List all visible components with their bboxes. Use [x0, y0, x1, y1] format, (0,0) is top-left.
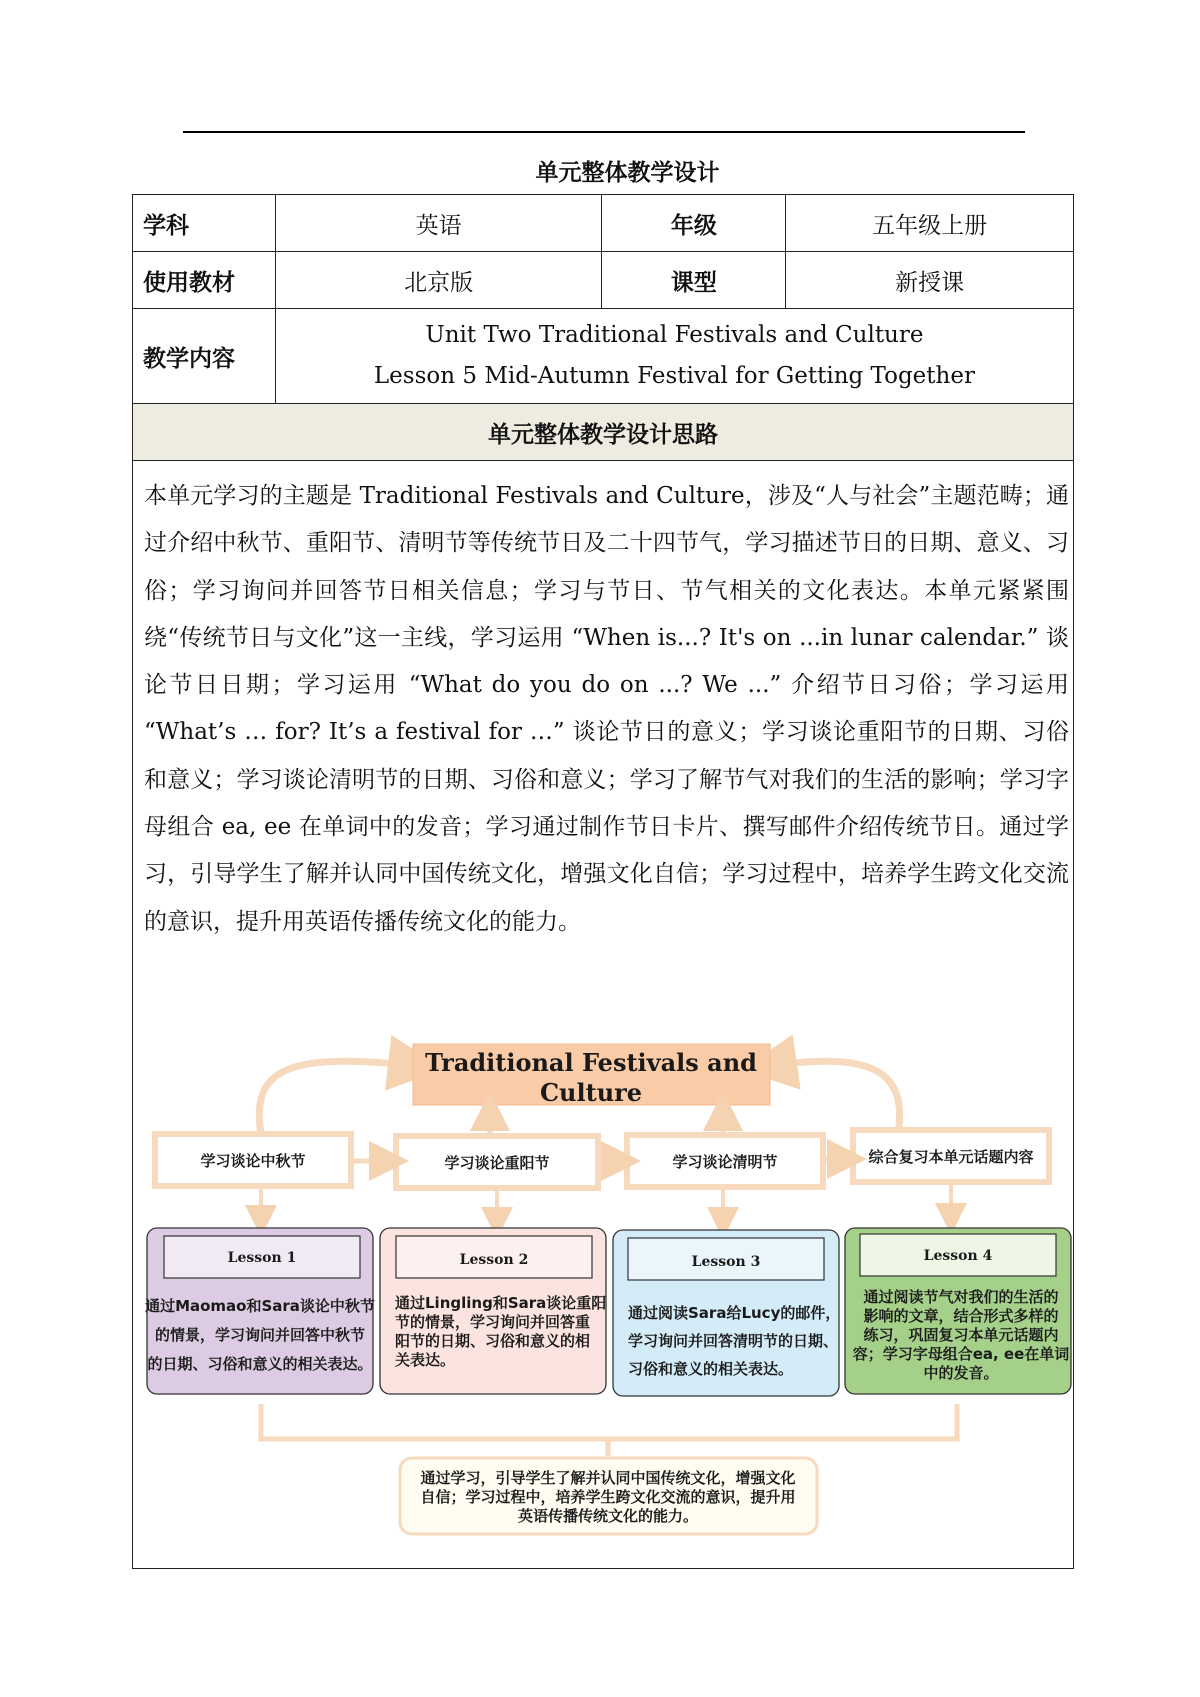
lesson-3-line-3: 习俗和意义的相关表达。	[628, 1360, 794, 1378]
lesson-type-label: 课型	[602, 252, 786, 309]
lesson-3-line-1: 通过阅读Sara给Lucy的邮件，	[628, 1304, 841, 1322]
topic-label-3: 学习谈论清明节	[672, 1153, 778, 1171]
topic-label-1: 学习谈论中秋节	[200, 1152, 306, 1170]
topic-label-2: 学习谈论重阳节	[444, 1154, 550, 1172]
summary-line-2: 自信；学习过程中，培养学生跨文化交流的意识，提升用	[420, 1488, 796, 1506]
content-label: 教学内容	[133, 309, 276, 404]
lesson-2-label: Lesson 2	[459, 1252, 529, 1268]
lesson-1-label: Lesson 1	[227, 1250, 297, 1266]
lesson-1-line-2: 的情景，学习询问并回答中秋节	[154, 1326, 366, 1344]
lesson-4-label: Lesson 4	[923, 1248, 993, 1264]
design-ideas-cell	[133, 461, 1074, 1569]
info-table	[132, 194, 1074, 1569]
unit-structure-diagram	[133, 461, 1073, 1568]
subject-label: 学科	[133, 195, 276, 252]
topic-box-3	[627, 1135, 823, 1187]
section-heading: 单元整体教学设计思路	[133, 404, 1074, 461]
grade-value: 五年级上册	[786, 195, 1074, 252]
lesson-type-value: 新授课	[786, 252, 1074, 309]
lesson-3-label: Lesson 3	[691, 1254, 761, 1270]
lesson-1-line-3: 的日期、习俗和意义的相关表达。	[147, 1355, 373, 1373]
lesson-2-line-3: 阳节的日期、习俗和意义的相	[395, 1332, 591, 1350]
lesson-card-4	[845, 1228, 1071, 1394]
design-ideas-paragraph: 本单元学习的主题是 Traditional Festivals and Culture，涉及“人与社会”主题范畴；通过介绍中秋节、重阳节、清明节等传统节日及二十四节气，学习描述节日的日期、意义、习俗；学习询问并回答节日相关信息；学习与节日、节气相关的文化表达。本单元紧紧围绕“传统节日与文化”这一主线，学习运用 “When is...? It's on ...in lunar calendar.” 谈论节日日期；学习运用 “What do you do on ...? We ...” 介绍节日习俗；学习运用 “What’s … for? It’s a festival for …” 谈论节日的意义；学习谈论重阳节的日期、习俗和意义；学习谈论清明节的日期、习俗和意义；学习了解节气对我们的生活的影响；学习字母组合 ea, ee 在单词中的发音；学习通过制作节日卡片、撰写邮件介绍传统节日。通过学习，引导学生了解并认同中国传统文化，增强文化自信；学习过程中，培养学生跨文化交流的意识，提升用英语传播传统文化的能力。	[144, 483, 1069, 935]
curve-arrow-left	[259, 1061, 416, 1134]
lesson-card-2	[380, 1228, 606, 1394]
textbook-label: 使用教材	[133, 252, 276, 309]
lesson-4-line-4: 容；学习字母组合ea, ee在单词	[852, 1345, 1070, 1363]
textbook-value: 北京版	[275, 252, 602, 309]
topic-box-2	[396, 1136, 598, 1188]
content-line-lesson: Lesson 5 Mid-Autumn Festival for Getting Together	[373, 363, 975, 389]
lesson-3-line-2: 学习询问并回答清明节的日期、	[628, 1332, 839, 1350]
content-value	[275, 309, 1073, 404]
lesson-2-line-1: 通过Lingling和Sara谈论重阳	[395, 1294, 607, 1312]
summary-box	[400, 1458, 817, 1534]
lesson-2-line-4: 关表达。	[395, 1351, 456, 1369]
content-line-unit: Unit Two Traditional Festivals and Culture	[425, 322, 924, 348]
lesson-2-line-2: 节的情景，学习询问并回答重	[395, 1313, 591, 1331]
lesson-4-line-3: 练习，巩固复习本单元话题内	[863, 1326, 1059, 1344]
summary-line-1: 通过学习，引导学生了解并认同中国传统文化，增强文化	[420, 1469, 796, 1487]
summary-bracket	[261, 1404, 957, 1439]
diagram-title-line-1: Traditional Festivals and	[425, 1048, 757, 1077]
topic-box-4	[853, 1130, 1049, 1182]
summary-line-3: 英语传播传统文化的能力。	[517, 1507, 699, 1525]
lesson-4-line-2: 影响的文章，结合形式多样的	[863, 1307, 1059, 1325]
lesson-card-3	[613, 1230, 840, 1396]
topic-label-4: 综合复习本单元话题内容	[868, 1148, 1034, 1166]
grade-label: 年级	[602, 195, 786, 252]
lesson-4-line-1: 通过阅读节气对我们的生活的	[863, 1288, 1059, 1306]
document-title: 单元整体教学设计	[535, 160, 720, 186]
lesson-1-line-1: 通过Maomao和Sara谈论中秋节	[145, 1297, 375, 1315]
lesson-4-line-5: 中的发音。	[923, 1364, 999, 1382]
header-rule	[183, 131, 1025, 133]
diagram-title-line-2: Culture	[539, 1078, 643, 1107]
subject-value: 英语	[275, 195, 602, 252]
topic-box-1	[155, 1134, 351, 1186]
lesson-card-1	[145, 1228, 375, 1394]
curve-arrow-right	[769, 1061, 900, 1134]
